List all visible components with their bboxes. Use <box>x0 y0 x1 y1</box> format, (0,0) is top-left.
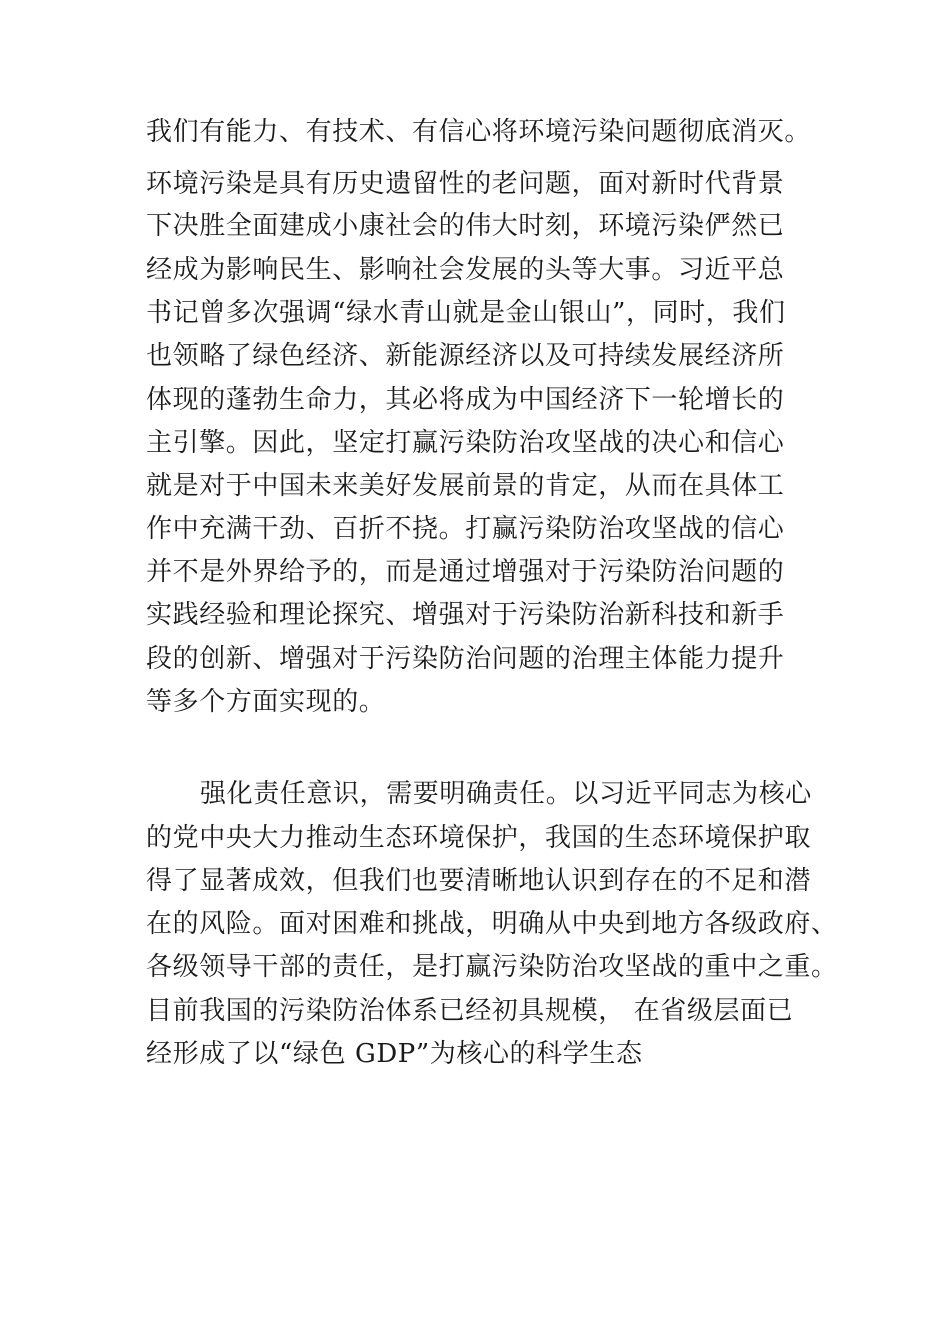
text-line: 并不是外界给予的，而是通过增强对于污染防治问题的 <box>146 557 785 587</box>
text-line: 各级领导干部的责任，是打赢污染防治攻坚战的重中之重。 <box>146 952 838 982</box>
text-line: 等多个方面实现的。 <box>146 687 386 717</box>
text-line: 经成为影响民生、影响社会发展的头等大事。习近平总 <box>146 255 785 285</box>
text-line: 的党中央大力推动生态环境保护，我国的生态环境保护取 <box>146 823 812 853</box>
text-line: 就是对于中国未来美好发展前景的肯定，从而在具体工 <box>146 471 785 501</box>
text-line: 得了显著成效，但我们也要清晰地认识到存在的不足和潜 <box>146 866 812 896</box>
text-line: 主引擎。因此，坚定打赢污染防治攻坚战的决心和信心 <box>146 428 785 458</box>
text-line: 下决胜全面建成小康社会的伟大时刻，环境污染俨然已 <box>146 211 785 241</box>
text-line: 书记曾多次强调“绿水青山就是金山银山”，同时，我们 <box>146 298 786 328</box>
text-line: 也领略了绿色经济、新能源经济以及可持续发展经济所 <box>146 341 785 371</box>
text-line: 在的风险。面对困难和挑战，明确从中央到地方各级政府、 <box>146 909 838 939</box>
text-line: 环境污染是具有历史遗留性的老问题，面对新时代背景 <box>146 169 785 199</box>
text-line: 我们有能力、有技术、有信心将环境污染问题彻底消灭。 <box>146 117 812 147</box>
text-line: 经形成了以“绿色 GDP”为核心的科学生态 <box>146 1039 643 1069</box>
text-line: 段的创新、增强对于污染防治问题的治理主体能力提升 <box>146 644 785 674</box>
text-line: 体现的蓬勃生命力，其必将成为中国经济下一轮增长的 <box>146 385 785 415</box>
text-line: 作中充满干劲、百折不挠。打赢污染防治攻坚战的信心 <box>146 514 785 544</box>
text-line-indented: 强化责任意识，需要明确责任。以习近平同志为核心 <box>200 779 812 809</box>
text-line: 目前我国的污染防治体系已经初具规模， 在省级层面已 <box>146 996 794 1026</box>
text-line: 实践经验和理论探究、增强对于污染防治新科技和新手 <box>146 600 785 630</box>
